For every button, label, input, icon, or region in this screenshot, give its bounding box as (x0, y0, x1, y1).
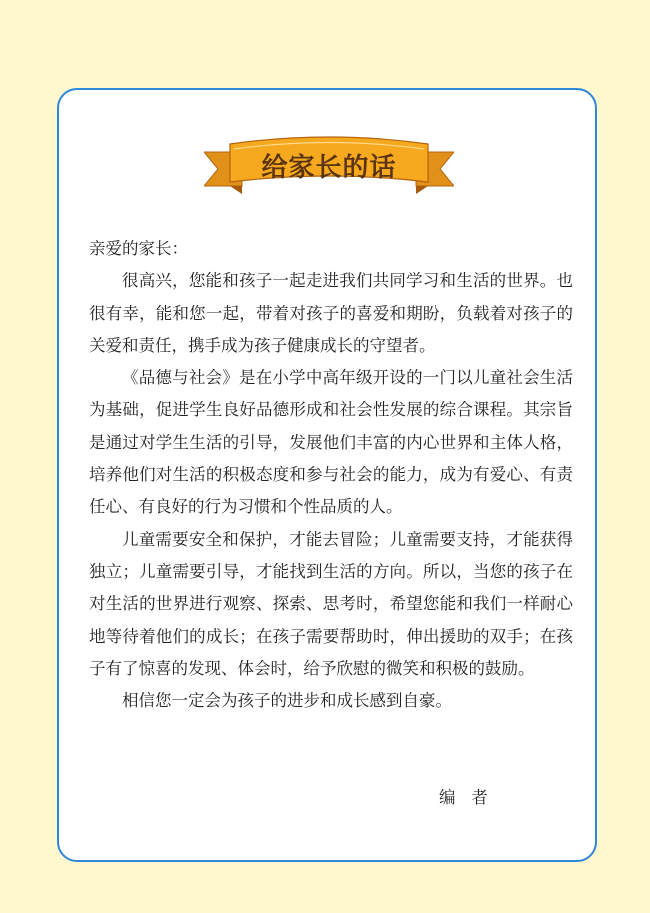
paragraph-closing: 相信您一定会为孩子的进步和成长感到自豪。 (122, 691, 452, 711)
paragraph-needs: 儿童需要安全和保护，才能去冒险；儿童需要支持，才能获得独立；儿童需要引导，才能找到生活的方向。所以，当您的孩子在对生活的世界进行观察、探索、思考时，希望您能和我们一样耐心地等待着他们的成长；在孩子需要帮助时，伸出援助的双手；在孩子有了惊喜的发现、体会时，给予欣慰的微笑和积极的鼓励。 (89, 529, 573, 678)
paragraph-course: 《品德与社会》是在小学中高年级开设的一门以儿童社会生活为基础，促进学生良好品德形成和社会性发展的综合课程。其宗旨是通过对学生生活的引导，发展他们丰富的内心世界和主体人格，培养他们对生活的积极态度和参与社会的能力，成为有爱心、有责任心、有良好的行为习惯和个性品质的人。 (89, 368, 573, 517)
letter-body (89, 233, 573, 717)
paragraph-welcome: 很高兴，您能和孩子一起走进我们共同学习和生活的世界。也很有幸，能和您一起，带着对孩子的喜爱和期盼，负载着对孩子的关爱和责任，携手成为孩子健康成长的守望者。 (89, 271, 573, 355)
page-title: 给家长的话 (261, 153, 397, 183)
title-banner (204, 130, 454, 200)
letter-card (57, 88, 597, 862)
salutation: 亲爱的家长： (89, 239, 188, 258)
signature: 编 者 (439, 788, 488, 807)
